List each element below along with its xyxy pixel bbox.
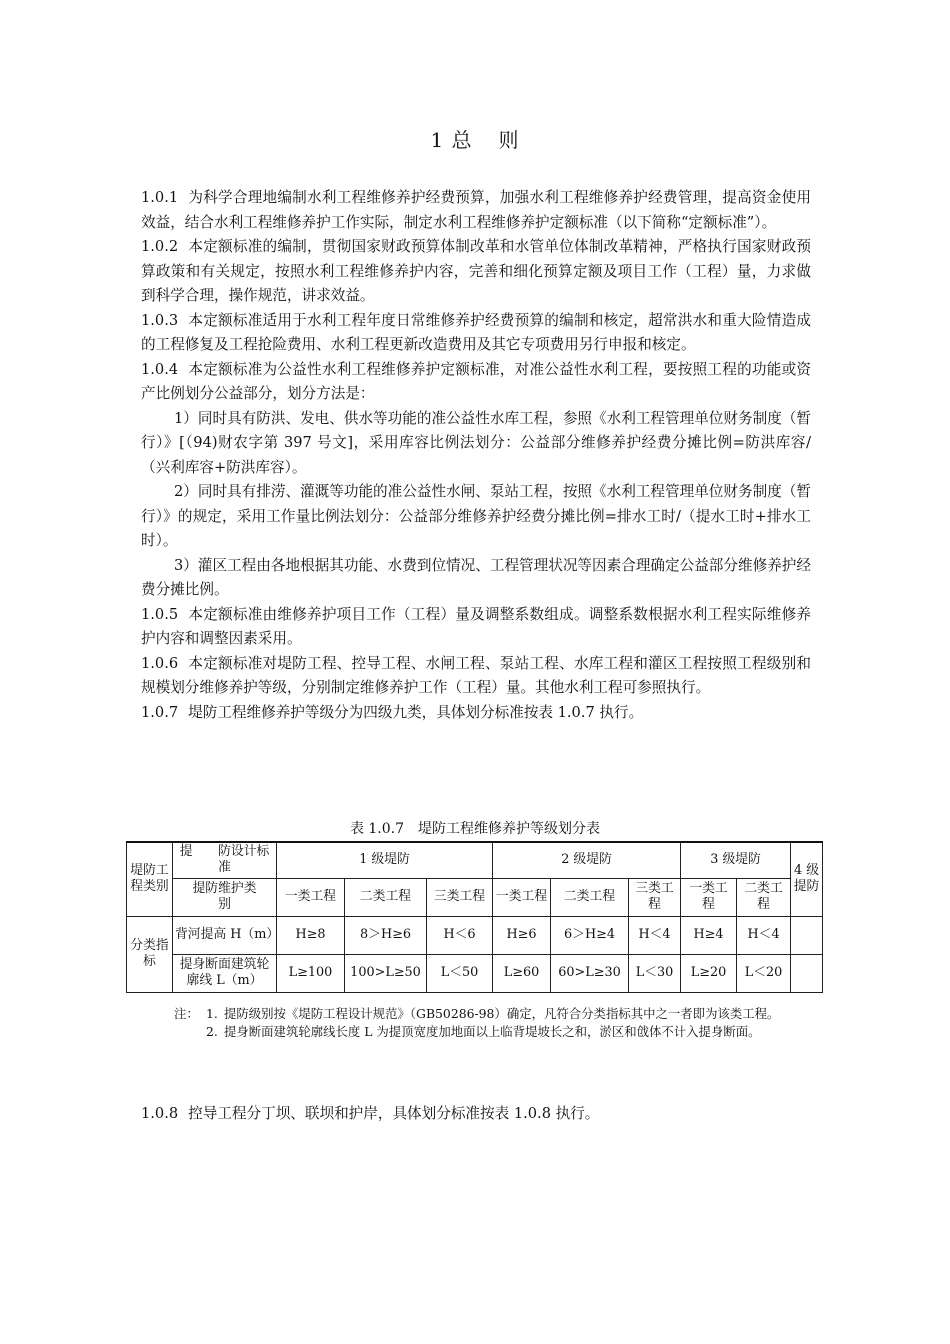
table-cell: 8＞H≥6	[345, 916, 427, 954]
table-caption: 表 1.0.7 堤防工程维修养护等级划分表	[349, 821, 601, 837]
level-2-header: 2 级堤防	[493, 842, 681, 878]
clause-1-0-2: 1.0.2 本定额标准的编制，贯彻国家财政预算体制改革和水管单位体制改革精神，严格执行国家财政预算政策和有关规定，按照水利工程维修养护内容，完善和细化预算定额及项目工作（工程）量，力求做到科学合理，操作规范，讲求效益。	[141, 238, 811, 304]
list-item-1: 1）同时具有防洪、发电、供水等功能的准公益性水库工程，参照《水利工程管理单位财务制度（暂行）》[（94)财农字第 397 号文]，采用库容比例法划分：公益部分维修养护经费分摊比例=防洪库容/（兴利库容+防洪库容）。	[141, 409, 811, 476]
clause-1-0-1: 1.0.1 为科学合理地编制水利工程维修养护经费预算，加强水利工程维修养护经费管理，提高资金使用效益，结合水利工程维修养护工作实际，制定水利工程维修养护定额标准（以下简称“定额标准”）。	[141, 189, 811, 231]
table-cell: H≥8	[277, 916, 345, 954]
chapter-title-word-1: 总	[451, 128, 473, 152]
table-cell: L≥60	[493, 954, 551, 992]
table-cell: L≥20	[681, 954, 737, 992]
table-cell: H＜4	[737, 916, 791, 954]
table-cell: 100>L≥50	[345, 954, 427, 992]
table-corner-header: 堤防工程类别	[127, 842, 173, 916]
table-cell: H＜6	[427, 916, 493, 954]
clause-1-0-7: 1.0.7 堤防工程维修养护等级分为四级九类，具体划分标准按表 1.0.7 执行。	[141, 703, 644, 721]
clause-1-0-4: 1.0.4 本定额标准为公益性水利工程维修养护定额标准，对准公益性水利工程，要按照工程的功能或资产比例划分公益部分，划分方法是：	[141, 360, 811, 402]
maintenance-type-header: 提防维护类 别	[173, 878, 277, 916]
table-notes	[174, 1005, 814, 1041]
table-cell	[791, 954, 823, 992]
note-item: 注： 1. 提防级别按《堤防工程设计规范》（GB50286-98）确定，凡符合分类指标其中之一者即为该类工程。	[174, 1006, 780, 1021]
table-cell: L＜50	[427, 954, 493, 992]
type-header: 二类工程	[737, 878, 791, 916]
type-header: 三类工程	[427, 878, 493, 916]
table-row	[127, 916, 823, 954]
clause-1-0-5: 1.0.5 本定额标准由维修养护项目工作（工程）量及调整系数组成。调整系数根据水利工程实际维修养护内容和调整因素采用。	[141, 605, 811, 647]
design-standard-header: 提 防设计标准	[173, 842, 277, 878]
type-header: 二类工程	[551, 878, 629, 916]
table-cell: 6＞H≥4	[551, 916, 629, 954]
body-text	[141, 186, 811, 725]
table-cell: L＜20	[737, 954, 791, 992]
table-cell	[791, 916, 823, 954]
note-item: 2. 提身断面建筑轮廓线长度 L 为提顶宽度加地面以上临背堤坡长之和，淤区和戗体不计入提身断面。	[206, 1024, 761, 1039]
chapter-number: 1	[430, 128, 445, 152]
note-label: 注：	[174, 1006, 199, 1021]
table-cell: L≥100	[277, 954, 345, 992]
table-row	[127, 954, 823, 992]
table-cell: H≥6	[493, 916, 551, 954]
type-header: 二类工程	[345, 878, 427, 916]
chapter-title-word-2: 则	[498, 128, 520, 152]
clause-1-0-8: 1.0.8 控导工程分丁坝、联坝和护岸，具体划分标准按表 1.0.8 执行。	[141, 1105, 600, 1122]
table-cell: 60>L≥30	[551, 954, 629, 992]
table-cell: L＜30	[629, 954, 681, 992]
row-label: 背河提高 H（m）	[173, 916, 277, 954]
level-3-header: 3 级堤防	[681, 842, 791, 878]
level-1-header: 1 级堤防	[277, 842, 493, 878]
list-item-3: 3）灌区工程由各地根据其功能、水费到位情况、工程管理状况等因素合理确定公益部分维修养护经费分摊比例。	[141, 556, 811, 598]
type-header: 一类工程	[493, 878, 551, 916]
chapter-title	[0, 124, 950, 153]
list-item-2: 2）同时具有排涝、灌溉等功能的准公益性水闸、泵站工程，按照《水利工程管理单位财务制度（暂行）》的规定，采用工作量比例法划分：公益部分维修养护经费分摊比例=排水工时/（提水工时+排水工时）。	[141, 483, 811, 549]
clause-1-0-6: 1.0.6 本定额标准对堤防工程、控导工程、水闸工程、泵站工程、水库工程和灌区工程按照工程级别和规模划分维修养护等级，分别制定维修养护工作（工程）量。其他水利工程可参照执行。	[141, 654, 811, 696]
level-4-header: 4 级提防	[791, 842, 823, 916]
type-header: 一类工程	[277, 878, 345, 916]
table-cell: H≥4	[681, 916, 737, 954]
type-header: 三类工程	[629, 878, 681, 916]
row-group-label: 分类指标	[127, 916, 173, 992]
clause-1-0-3: 1.0.3 本定额标准适用于水利工程年度日常维修养护经费预算的编制和核定，超常洪水和重大险情造成的工程修复及工程抢险费用、水利工程更新改造费用及其它专项费用另行申报和核定。	[141, 311, 811, 353]
grade-table	[126, 841, 823, 993]
row-label: 提身断面建筑轮廓线 L（m）	[173, 954, 277, 992]
type-header: 一类工程	[681, 878, 737, 916]
table-cell: H＜4	[629, 916, 681, 954]
